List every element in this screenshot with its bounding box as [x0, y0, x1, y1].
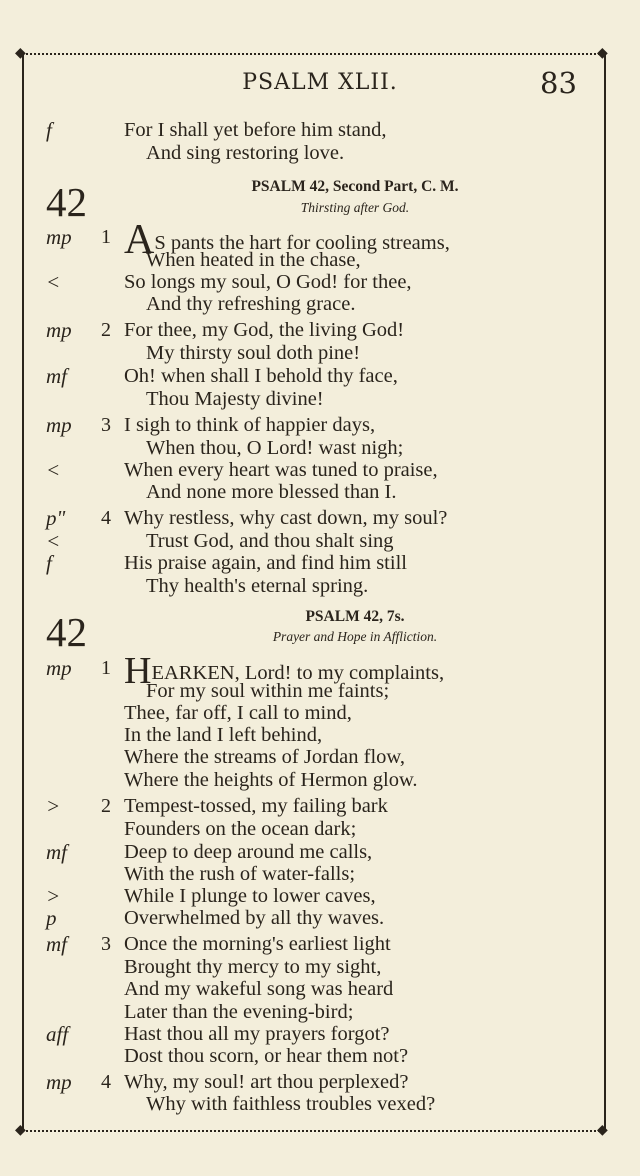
- hymn-line-text: Overwhelmed by all thy waves.: [124, 907, 385, 929]
- hymn-line: [124, 723, 322, 747]
- hymn-line-text: Brought thy mercy to my sight,: [124, 956, 382, 978]
- hymn-line: [146, 529, 394, 553]
- hymn-line-text: Deep to deep around me calls,: [124, 841, 373, 863]
- verse-number: 3: [101, 933, 111, 955]
- hymn-line: [124, 840, 372, 864]
- corner-ornament-icon: ◆: [597, 1122, 608, 1138]
- hymn-line-text: Why, my soul! art thou perplexed?: [124, 1071, 409, 1093]
- hymn-line: [124, 977, 393, 1001]
- verse-number: 1: [101, 657, 111, 679]
- hymn-line-text: While I plunge to lower caves,: [124, 885, 376, 907]
- hymn-line: [124, 794, 388, 818]
- hymn-line-text: Hast thou all my prayers forgot?: [124, 1023, 390, 1045]
- hymn-line-text: Founders on the ocean dark;: [124, 818, 357, 840]
- dynamic-mark: mf: [46, 840, 67, 864]
- hymn-line: [124, 932, 391, 956]
- hymn-line: [124, 768, 418, 792]
- hymn-line: [146, 480, 397, 504]
- hymn-line-text: So longs my soul, O God! for thee,: [124, 271, 412, 293]
- hymn-line-text: Trust God, and thou shalt sing: [146, 530, 394, 552]
- hymn-line: [146, 436, 403, 460]
- verse-number: 3: [101, 414, 111, 436]
- dynamic-mark: mp: [46, 1070, 72, 1094]
- hymn-line-text: Why with faithless troubles vexed?: [146, 1093, 436, 1115]
- dynamic-mark: p": [46, 506, 66, 530]
- dynamic-mark: p: [46, 906, 57, 930]
- hymn-line-text: Once the morning's earliest light: [124, 933, 391, 955]
- hymn-line: [124, 817, 356, 841]
- hymn-line: [124, 906, 384, 930]
- hymn-subtitle: Thirsting after God.: [300, 200, 410, 215]
- hymn-line-text: With the rush of water-falls;: [124, 863, 356, 885]
- hymn-line: [124, 701, 352, 725]
- hymn-line-text: S pants the hart for cooling streams,: [154, 232, 450, 254]
- dynamic-mark: mp: [46, 318, 72, 342]
- hymn-line: [146, 292, 355, 316]
- hymn-title: PSALM 42, 7s.: [305, 608, 405, 625]
- verse-number: 1: [101, 226, 111, 248]
- hymn-line: [124, 884, 376, 908]
- hymn-line-text: Thou Majesty divine!: [146, 388, 324, 410]
- hymn-line: [146, 387, 324, 411]
- drop-cap: A: [124, 217, 155, 263]
- border-top: [22, 53, 604, 55]
- verse-number: 4: [101, 1071, 111, 1093]
- hymn-line-text: Thy health's eternal spring.: [146, 575, 369, 597]
- corner-ornament-icon: ◆: [597, 45, 608, 61]
- verse-number: 4: [101, 507, 111, 529]
- dynamic-mark: f: [46, 118, 52, 142]
- hymn-number: 42: [46, 179, 87, 225]
- dynamic-mark: aff: [46, 1022, 69, 1046]
- dynamic-mark: mf: [46, 364, 67, 388]
- hymn-line-text: And my wakeful song was heard: [124, 978, 394, 1000]
- hymn-line: [124, 1070, 408, 1094]
- dynamic-mark: mf: [46, 932, 67, 956]
- hymn-line: [124, 745, 405, 769]
- hymn-number: 42: [46, 609, 87, 655]
- hymn-line-text: I sigh to think of happier days,: [124, 414, 376, 436]
- hymn-line: [146, 141, 344, 165]
- hymn-line-text: Tempest-tossed, my failing bark: [124, 795, 388, 817]
- hymn-line-text: When heated in the chase,: [146, 249, 361, 271]
- hymn-subtitle: Prayer and Hope in Affliction.: [272, 629, 438, 644]
- hymn-line-text: For my soul within me faints;: [146, 680, 390, 702]
- hymn-line: [124, 1044, 408, 1068]
- running-header: PSALM XLII.: [242, 70, 398, 95]
- dynamic-mark: >: [46, 884, 61, 908]
- drop-cap: H: [124, 650, 152, 692]
- hymn-line: [146, 1092, 435, 1116]
- hymn-line: [124, 458, 438, 482]
- hymn-line-text: And thy refreshing grace.: [146, 293, 356, 315]
- hymn-line-text: Why restless, why cast down, my soul?: [124, 507, 448, 529]
- hymn-line-text: And sing restoring love.: [146, 142, 345, 164]
- dynamic-mark: mp: [46, 656, 72, 680]
- hymn-line: [124, 955, 381, 979]
- dynamic-mark: <: [46, 270, 61, 294]
- hymn-line-text: EARKEN, Lord! to my complaints,: [151, 662, 445, 684]
- hymn-line-text: In the land I left behind,: [124, 724, 323, 746]
- verse-number: 2: [101, 319, 111, 341]
- hymn-line: [124, 118, 386, 142]
- hymn-line-text: His praise again, and find him still: [124, 552, 407, 574]
- hymn-line-text: And none more blessed than I.: [146, 481, 397, 503]
- hymn-line: [124, 1022, 390, 1046]
- dynamic-mark: <: [46, 458, 61, 482]
- hymn-line-text: Where the heights of Hermon glow.: [124, 769, 418, 791]
- dynamic-mark: <: [46, 529, 61, 553]
- dynamic-mark: >: [46, 794, 61, 818]
- dynamic-mark: f: [46, 551, 52, 575]
- corner-ornament-icon: ◆: [15, 1122, 26, 1138]
- hymn-line: [146, 341, 360, 365]
- hymn-line: [146, 248, 361, 272]
- hymn-line-text: Later than the evening-bird;: [124, 1001, 354, 1023]
- hymn-line: [146, 574, 368, 598]
- hymn-line-text: Dost thou scorn, or hear them not?: [124, 1045, 409, 1067]
- dynamic-mark: mp: [46, 413, 72, 437]
- hymn-line: [124, 1000, 353, 1024]
- hymn-line: [124, 318, 404, 342]
- border-bottom: [22, 1130, 604, 1132]
- hymn-line-text: My thirsty soul doth pine!: [146, 342, 361, 364]
- verse-number: 2: [101, 795, 111, 817]
- page-number: 83: [540, 66, 577, 100]
- hymn-line-text: Where the streams of Jordan flow,: [124, 746, 406, 768]
- hymn-line-text: When thou, O Lord! wast nigh;: [146, 437, 404, 459]
- dynamic-mark: mp: [46, 225, 72, 249]
- hymn-line-text: For thee, my God, the living God!: [124, 319, 405, 341]
- hymn-line: [124, 506, 447, 530]
- hymn-line-text: When every heart was tuned to praise,: [124, 459, 438, 481]
- hymn-line: [124, 551, 407, 575]
- hymn-line: [146, 679, 389, 703]
- hymn-line: [124, 270, 412, 294]
- hymn-title: PSALM 42, Second Part, C. M.: [251, 178, 459, 195]
- hymn-line-text: For I shall yet before him stand,: [124, 119, 387, 141]
- hymn-line-text: Oh! when shall I behold thy face,: [124, 365, 398, 387]
- hymn-line: [124, 364, 398, 388]
- hymn-line: [124, 413, 375, 437]
- corner-ornament-icon: ◆: [15, 45, 26, 61]
- hymn-line: [124, 862, 355, 886]
- hymn-line-text: Thee, far off, I call to mind,: [124, 702, 352, 724]
